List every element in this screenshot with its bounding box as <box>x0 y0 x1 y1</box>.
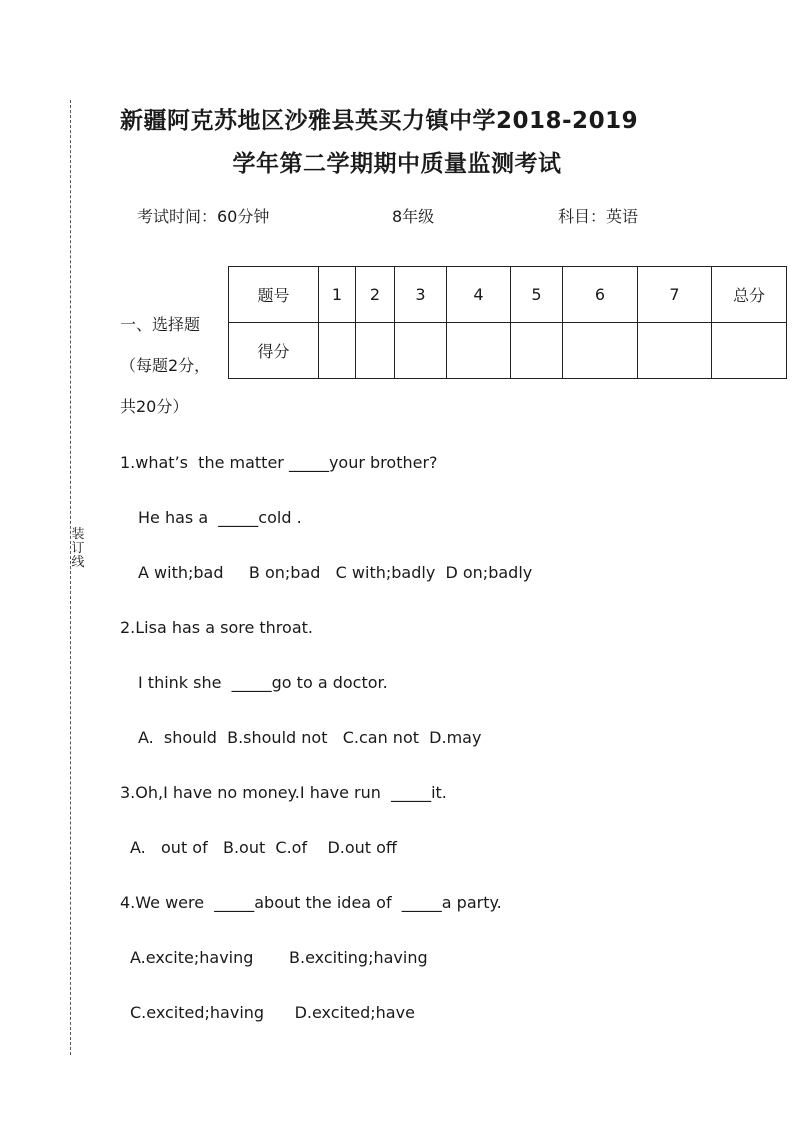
question-3-stem: 3.Oh,I have no money.I have run _____it. <box>120 783 447 802</box>
score-cell: 总分 <box>712 267 787 323</box>
score-cell <box>447 323 511 379</box>
exam-title-line2: 学年第二学期期中质量监测考试 <box>232 151 562 177</box>
score-table-header-row <box>229 267 787 323</box>
question-2-options: A. should B.should not C.can not D.may <box>138 728 482 747</box>
section-total: 共20分） <box>120 397 189 416</box>
exam-grade: 8年级 <box>392 207 435 226</box>
question-3-options: A. out of B.out C.of D.out off <box>130 838 397 857</box>
score-cell: 3 <box>395 267 447 323</box>
question-4-options-cd: C.excited;having D.excited;have <box>130 1003 415 1022</box>
question-1-options: A with;bad B on;bad C with;badly D on;badly <box>138 563 533 582</box>
score-cell: 4 <box>447 267 511 323</box>
score-cell: 1 <box>319 267 356 323</box>
score-cell <box>712 323 787 379</box>
score-cell: 得分 <box>229 323 319 379</box>
score-cell: 7 <box>638 267 712 323</box>
question-1-sub: He has a _____cold . <box>138 508 302 527</box>
exam-title-line1: 新疆阿克苏地区沙雅县英买力镇中学2018-2019 <box>120 108 639 134</box>
score-cell <box>356 323 395 379</box>
section-title: 一、选择题 <box>120 315 201 334</box>
exam-subject: 科目：英语 <box>558 207 639 226</box>
score-cell <box>319 323 356 379</box>
question-4-options-ab: A.excite;having B.exciting;having <box>130 948 428 967</box>
score-cell: 6 <box>563 267 638 323</box>
score-cell: 2 <box>356 267 395 323</box>
score-cell <box>638 323 712 379</box>
exam-time: 考试时间：60分钟 <box>137 207 270 226</box>
score-cell: 5 <box>511 267 563 323</box>
question-4-stem: 4.We were _____about the idea of _____a party. <box>120 893 502 912</box>
binding-label: 装订线 <box>71 527 85 570</box>
score-table <box>228 266 787 379</box>
score-table-score-row <box>229 323 787 379</box>
question-2-sub: I think she _____go to a doctor. <box>138 673 388 692</box>
question-2-stem: 2.Lisa has a sore throat. <box>120 618 313 637</box>
score-cell <box>511 323 563 379</box>
binding-line <box>70 100 71 1055</box>
score-cell <box>563 323 638 379</box>
section-scoring: （每题2分， <box>120 356 211 375</box>
question-1-stem: 1.what’s the matter _____your brother? <box>120 453 438 472</box>
score-cell: 题号 <box>229 267 319 323</box>
score-cell <box>395 323 447 379</box>
